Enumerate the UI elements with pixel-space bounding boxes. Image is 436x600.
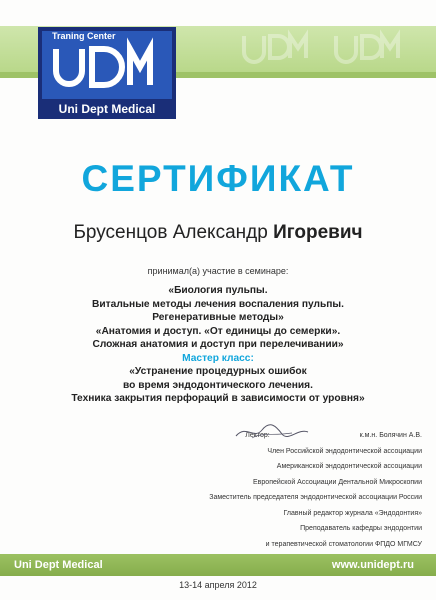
seminar-line: Сложная анатомия и доступ при перелечивании» [92,339,344,350]
seminar-block [0,284,436,406]
lecturer-name: к.м.н. Болячин А.В. [359,432,422,439]
logo-bottom-text: Uni Dept Medical [58,102,156,116]
footer-band [0,554,436,576]
seminar-line: «Биология пульпы. [168,285,268,296]
seminar-line: Витальные методы лечения воспаления пульпы. [92,298,344,310]
credential-line: Американской эндодонтической ассоциации [276,463,422,470]
footer-brand: Uni Dept Medical [14,559,103,571]
udm-logo-icon [42,31,172,99]
footer-website: www.unidept.ru [331,559,414,571]
logo-top-text: Traning Center [52,31,116,41]
lecturer-credentials [122,428,422,552]
credential-line: Европейской Ассоциации Дентальной Микроскопии [253,478,422,486]
seminar-line: Регенеративные методы» [152,312,284,323]
masterclass-label: Мастер класс: [182,352,254,364]
masterclass-line: Техника закрытия перфораций в зависимости от уровня» [71,393,365,404]
certificate-title: СЕРТИФИКАТ [81,158,355,199]
recipient-name [0,222,436,244]
certificate-date: 13-14 апреля 2012 [179,580,257,590]
credential-line: Заместитель председателя эндодонтической ассоциации России [209,494,422,501]
udm-watermark-icon [238,28,318,68]
masterclass-line: «Устранение процедурных ошибок [129,366,307,377]
seminar-line: «Анатомия и доступ. «От единицы до семерки». [95,325,341,337]
participation-text: принимал(а) участие в семинаре: [147,266,289,276]
masterclass-line: во время эндодонтического лечения. [123,379,313,391]
credential-line: Главный редактор журнала «Эндодонтия» [283,509,422,517]
credential-line: Преподаватель кафедры эндодонтии [300,525,422,532]
udm-watermark-icon [330,28,410,68]
signature-icon [232,420,312,442]
credential-line: Член Российской эндодонтической ассоциации [267,447,422,455]
recipient-first-last: Брусенцов Александр [73,222,268,243]
lecturer-label: Лектор: [245,432,270,439]
credential-line: и терапевтической стоматологии ФПДО МГМСУ [265,540,422,548]
recipient-patronymic: Игоревич [273,222,363,243]
udm-logo [38,27,176,119]
lecturer-row [122,428,422,444]
logo-panel [42,31,172,99]
